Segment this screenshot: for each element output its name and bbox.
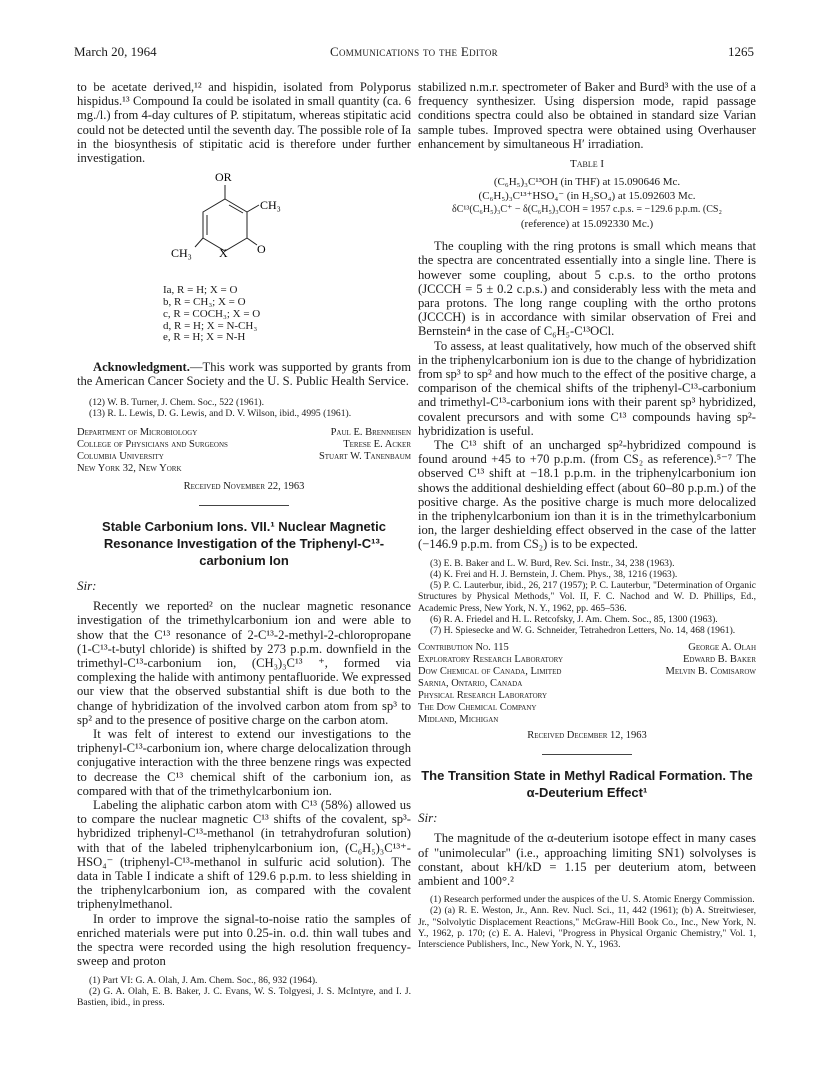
affiliation-row: Physical Research Laboratory [418,690,548,702]
affiliation-row: Department of Microbiology Paul E. Brenneisen [77,427,411,439]
affiliation-row: New York 32, New York [77,463,182,475]
footnotes-3 [418,558,756,636]
footnote: (2) G. A. Olah, E. B. Baker, J. C. Evans, W. S. Tolgyesi, J. S. McIntyre, and I. J. Bastien, ibid., in press. [77,985,411,1008]
running-header [74,44,754,64]
legend-line: e, R = H; X = N-H [163,331,246,344]
affiliation-row: College of Physicians and Surgeons Terese E. Acker [77,439,411,451]
footnotes-2 [77,975,411,1009]
affiliation-row: Columbia University Stuart W. Tanenbaum [77,451,411,463]
received-date-2: Received December 12, 1963 [527,730,647,742]
legend-line: c, R = COCH₃; X = O [163,307,261,320]
table-line: δC¹³(C₆H₅)₃C⁺ − δ(C₆H₅)₃COH = 1957 c.p.s. = −129.6 p.p.m. (CS₂ [452,204,722,216]
affiliation-row: Midland, Michigan [418,714,499,726]
salutation: Sir: [418,810,438,826]
structure-legend [163,285,411,344]
body-paragraph: Labeling the aliphatic carbon atom with C¹³ (58%) allowed us to compare the nuclear magnetic C¹³ shifts of the covalent, sp³-hybridized triphenyl-C¹³-methanol (in tetrahydrofuran solution) with that of the labeled triphenylcarbonium ion, (C₆H₅)₃C¹³⁺-HSO₄⁻ (triphenyl-C¹³-methanol in sulfuric acid solution). The data in Table I indicate a shift of 129.6 p.p.m. to less shielding in the triphenylcarbonium ion, as compared with the covalent triphenylmethanol. [77,798,411,912]
footnote: (1) Research performed under the auspices of the U. S. Atomic Energy Commission. [430,894,755,906]
legend-line: Ia, R = H; X = O [163,284,238,297]
footnote: (2) (a) R. E. Weston, Jr., Ann. Rev. Nucl. Sci., 11, 442 (1961); (b) A. Streitwieser, Jr., "Solvolytic Displacement Reactions," McGraw-Hill Book Co., Inc., New York, N. Y., 1962, p. 170; (c) E. A. Halevi, "Progress in Physical Organic Chemistry," Vol. 1, Interscience Publishers, Inc., New York, N. Y., 1963. [418,905,756,950]
affiliation-row: Contribution No. 115 George A. Olah [418,642,756,654]
table-title: Table I [569,158,605,171]
affiliation-block-1 [77,427,411,475]
chemical-structure [77,165,411,285]
received-date-1: Received November 22, 1963 [183,481,305,493]
affiliation-row: The Dow Chemical Company [418,702,537,714]
footnote: (13) R. L. Lewis, D. G. Lewis, and D. V. Wilson, ibid., 4995 (1961). [89,407,352,419]
body-paragraph: The C¹³ shift of an uncharged sp²-hybridized compound is found around +45 to +70 p.p.m. (from CS₂ as reference).⁵⁻⁷ The observed C¹³ shift at −18.1 p.p.m. in the triphenylcarbonium ion shows the additional deshielding effect (about 60–80 p.p.m.) of the positive charge. As the positive charge is much more delocalized in the triphenylcarbonium ion than it is in the trimethylcarbonium ion, the larger deshielding effect observed in the case of the latter (−146.9 p.p.m. from CS₂) is to be expected. [418,438,756,552]
affiliation-row: Exploratory Research Laboratory Edward B. Baker [418,654,756,666]
body-paragraph: stabilized n.m.r. spectrometer of Baker and Burd³ with the use of a frequency synthesizer. Using dispersion mode, rapid passage conditions spectra could also be obtained in standard size Varian sample tubes. Improved spectra were obtained using Overhauser enhancement by simultaneous H′ irradiation. [418,80,756,151]
footnote: (4) K. Frei and H. J. Bernstein, J. Chem. Phys., 38, 1216 (1963). [430,568,678,580]
salutation: Sir: [77,578,97,594]
struct-or-label: OR [215,170,232,185]
body-paragraph: The coupling with the ring protons is small which means that the spectra are concentrated essentially into a single line. There is however some coupling, about 5 c.p.s. to the ortho protons (JCCCH = 5 ± 0.2 c.p.s.) and considerably less with the meta and para protons. The long range coupling with the ortho protons (JCCCH) is in accordance with similar observation of Frei and Bernstein⁴ in the case of C₆H₅-C¹³OCl. [418,239,756,339]
body-paragraph: It was felt of interest to extend our investigations to the triphenyl-C¹³-carbonium ion, where charge delocalization through conjugative interaction with the three benzene rings was expected to decrease the C¹³ chemical shift of the carbonium ion, as compared with that of the trimethylcarbonium ion. [77,727,411,798]
intro-paragraph: to be acetate derived,¹² and hispidin, isolated from Polyporus hispidus.¹³ Compound Ia could be isolated in small quantity (ca. 6 mg./l.) from 4-day cultures of P. stipitatum, whereas stipitatic acid could not be detected until the seventh day. The possible role of Ia in the biosynthesis of stipitatic acid is therefore under further investigation. [77,80,411,166]
ring-shape [203,199,247,251]
footnotes-4 [418,894,756,950]
body-paragraph: In order to improve the signal-to-noise ratio the samples of enriched materials were put into 0.25-in. o.d. thin wall tubes and the spectra were recorded using the high resolution frequency-sweep and proton [77,911,411,969]
legend-line: d, R = H; X = N-CH₃ [163,319,258,332]
table-line: (C₆H₅)₃C¹³⁺HSO₄⁻ (in H₂SO₄) at 15.092603 Mc. [478,190,696,203]
struct-ch3-right: CH₃ [260,198,281,213]
struct-ch3-left: CH₃ [171,246,192,261]
data-table [418,175,756,231]
left-column [77,80,411,1008]
footnote: (12) W. B. Turner, J. Chem. Soc., 522 (1961). [89,396,264,408]
struct-x-label: X [219,246,228,261]
body-paragraph: Recently we reported² on the nuclear magnetic resonance investigation of the trimethylcarbonium ion and were able to show that the C¹³ resonance of 2-C¹³-2-methyl-2-chloropropane (1-C¹³-t-butyl chloride) is shifted by 273 p.p.m. downfield in the trimethyl-C¹³-carbonium ion, (CH₃)₃C¹³ ⁺, formed via complexing the halide with antimony pentafluoride. We expressed our view that the observed substantial shift is due both to the change of hybridization of the involved carbon atom from sp³ to sp² and to the presence of positive charge on the carbon atom. [77,599,411,727]
legend-line: b, R = CH₃; X = O [163,296,246,309]
article-title-2: Stable Carbonium Ions. VII.¹ Nuclear Magnetic Resonance Investigation of the Triphenyl-C¹³-carbonium Ion [102,519,386,569]
divider-rule [199,505,289,506]
acknowledgment [77,360,411,388]
body-paragraph: The magnitude of the α-deuterium isotope effect in many cases of "unimolecular" (i.e., approaching limiting SN1) solvolyses is constant, about kH/kD = 1.15 per deuterium atom, between ambient and 100°.² [418,831,756,888]
footnote: (7) H. Spiesecke and W. G. Schneider, Tetrahedron Letters, No. 14, 468 (1961). [430,624,736,636]
affiliation-row: Sarnia, Ontario, Canada [418,678,523,690]
header-page-number: 1265 [728,44,754,59]
table-line: (C₆H₅)₃C¹³OH (in THF) at 15.090646 Mc. [493,176,681,189]
footnote: (3) E. B. Baker and L. W. Burd, Rev. Sci. Instr., 34, 238 (1963). [430,557,675,569]
footnote: (6) R. A. Friedel and H. L. Retcofsky, J. Am. Chem. Soc., 85, 1300 (1963). [430,613,718,625]
affiliation-block-2 [418,642,756,726]
struct-o-label: O [257,242,266,257]
ack-heading: Acknowledgment. [93,360,190,375]
header-section: Communications to the Editor [330,44,498,59]
affiliation-row: Dow Chemical of Canada, Limited Melvin B. Comisarow [418,666,756,678]
article-title-3: The Transition State in Methyl Radical Formation. The α-Deuterium Effect¹ [421,768,753,801]
divider-rule [542,754,632,755]
ack-body: —This work was supported by grants from the American Cancer Society and the U. S. Public Health Service. [77,360,411,389]
table-line: (reference) at 15.092330 Mc.) [520,218,654,231]
footnote: (5) P. C. Lauterbur, ibid., 26, 217 (1957); P. C. Lauterbur, "Determination of Organic Structures by Physical Methods," Vol. II, F. C. Nachod and W. D. Phillips, Ed., Academic Press, New York, N. Y., 1962, pp. 465–536. [418,580,756,614]
pyrone-structure-diagram [167,165,327,285]
footnote: (1) Part VI: G. A. Olah, J. Am. Chem. Soc., 86, 932 (1964). [89,974,318,986]
header-date: March 20, 1964 [74,44,157,59]
footnotes-1 [77,397,411,419]
body-paragraph: To assess, at least qualitatively, how much of the observed shift in the triphenylcarbonium ion is due to the change of hybridization from sp³ to sp² and how much to the effect of the positive charge, a comparison of the chemical shifts of the triphenyl-C¹³-carbonium and trimethyl-C¹³-carbonium ions with their parent sp³ hybridized, covalent precursors and with some C¹³ compounds having sp²-hybridization is useful. [418,338,756,438]
right-column [418,80,756,950]
